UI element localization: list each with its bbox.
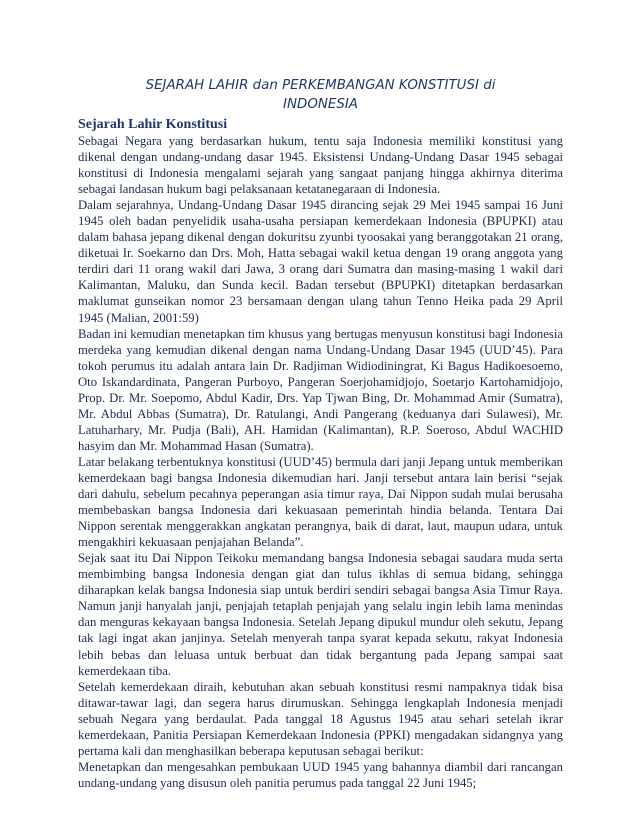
section-heading: Sejarah Lahir Konstitusi — [78, 117, 228, 132]
document-title-line-2: INDONESIA — [283, 97, 358, 112]
paragraph-7: Menetapkan dan mengesahkan pembukaan UUD 1945 yang bahannya diambil dari rancangan undang-undang yang disusun oleh panitia perumus pada tanggal 22 Juni 1945; — [78, 759, 563, 790]
paragraph-4: Latar belakang terbentuknya konstitusi (UUD’45) bermula dari janji Jepang untuk memberikan kemerdekaan bagi bangsa Indonesia dikemudian hari. Janji tersebut antara lain berisi “sejak dari dahulu, sebelum pecahnya peperangan asia timur raya, Dai Nippon sudah mulai berusaha membebaskan bangsa Indonesia dari kekuasaan pemerintah hindia belanda. Tentara Dai Nippon serentak menggerakkan angkatan perangnya, baik di darat, laut, maupun udara, untuk mengakhiri kekuasaan penjajahan Belanda”. — [78, 454, 563, 550]
document-title-line-1: SEJARAH LAHIR dan PERKEMBANGAN KONSTITUSI di — [145, 78, 496, 93]
paragraph-3: Badan ini kemudian menetapkan tim khusus yang bertugas menyusun konstitusi bagi Indonesia merdeka yang kemudian dikenal dengan nama Undang-Undang Dasar 1945 (UUD’45). Para tokoh perumus itu adalah antara lain Dr. Radjiman Widiodiningrat, Ki Bagus Hadikoesoemo, Oto Iskandardinata, Pangeran Purboyo, Pangeran Soerjohamidjojo, Soetarjo Kartohamidjojo, Prop. Dr. Mr. Soepomo, Abdul Kadir, Drs. Yap Tjwan Bing, Dr. Mohammad Amir (Sumatra), Mr. Abdul Abbas (Sumatra), Dr. Ratulangi, Andi Pangerang (keduanya dari Sulawesi), Mr. Latuharhary, Mr. Pudja (Bali), AH. Hamidan (Kalimantan), R.P. Soeroso, Abdul WACHID hasyim dan Mr. Mohammad Hasan (Sumatra). — [78, 326, 563, 453]
document-title — [78, 76, 563, 114]
document-page — [78, 76, 563, 791]
paragraph-5: Sejak saat itu Dai Nippon Teikoku memandang bangsa Indonesia sebagai saudara muda serta membimbing bangsa Indonesia dengan giat dan tulus ikhlas di semua bidang, sehingga diharapkan kelak bangsa Indonesia siap untuk berdiri sendiri sebagai bangsa Asia Timur Raya. Namun janji hanyalah janji, penjajah tetaplah penjajah yang selalu ingin lebih lama menindas dan menguras kekayaan bangsa Indonesia. Setelah Jepang dipukul mundur oleh sekutu, Jepang tak lagi ingat akan janjinya. Setelah menyerah tanpa syarat kepada sekutu, rakyat Indonesia lebih bebas dan leluasa untuk berbuat dan tidak bergantung pada Jepang sampai saat kemerdekaan tiba. — [78, 551, 563, 678]
paragraph-2: Dalam sejarahnya, Undang-Undang Dasar 1945 dirancing sejak 29 Mei 1945 sampai 16 Juni 1945 oleh badan penyelidik usaha-usaha persiapan kemerdekaan Indonesia (BPUPKI) atau dalam bahasa jepang dikenal dengan dokuritsu zyunbi tyoosakai yang beranggotakan 21 orang, diketuai Ir. Soekarno dan Drs. Moh, Hatta sebagai wakil ketua dengan 19 orang anggota yang terdiri dari 11 orang wakil dari Jawa, 3 orang dari Sumatra dan masing-masing 1 wakil dari Kalimantan, Maluku, dan Sunda kecil. Badan tersebut (BPUPKI) ditetapkan berdasarkan maklumat gunseikan nomor 23 bersamaan dengan ulang tahun Tenno Heika pada 29 April 1945 (Malian, 2001:59) — [78, 198, 563, 325]
paragraph-6: Setelah kemerdekaan diraih, kebutuhan akan sebuah konstitusi resmi nampaknya tidak bisa ditawar-tawar lagi, dan segera harus dirumuskan. Sehingga lengkaplah Indonesia menjadi sebuah Negara yang berdaulat. Pada tanggal 18 Agustus 1945 atau sehari setelah ikrar kemerdekaan, Panitia Persiapan Kemerdekaan Indonesia (PPKI) mengadakan sidangnya yang pertama kali dan menghasilkan beberapa keputusan sebagai berikut: — [78, 679, 563, 758]
paragraph-1: Sebagai Negara yang berdasarkan hukum, tentu saja Indonesia memiliki konstitusi yang dikenal dengan undang-undang dasar 1945. Eksistensi Undang-Undang Dasar 1945 sebagai konstitusi di Indonesia mengalami sejarah yang sangaat panjang hingga akhirnya diterima sebagai landasan hukum bagi pelaksanaan ketatanegaraan di Indonesia. — [78, 134, 563, 197]
